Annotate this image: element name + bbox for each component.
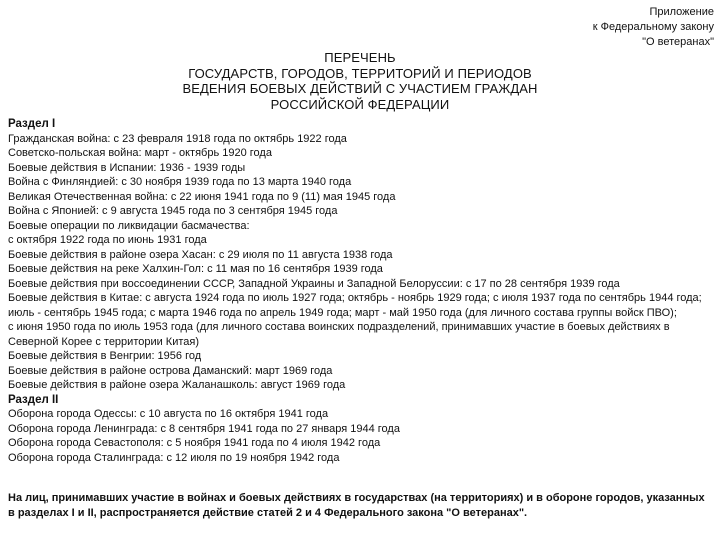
document-title [160, 50, 560, 112]
title-line: ВЕДЕНИЯ БОЕВЫХ ДЕЙСТВИЙ С УЧАСТИЕМ ГРАЖДАН [182, 81, 538, 96]
appendix-line: "О ветеранах" [642, 36, 714, 48]
appendix-line: Приложение [649, 6, 714, 18]
list-item: Боевые действия при воссоединении СССР, Западной Украины и Западной Белоруссии: с 17 по 28 сентября 1939 года [8, 277, 620, 290]
list-item: Боевые действия в Китае: с августа 1924 года по июль 1927 года; октябрь - ноябрь 1929 года; с июля 1937 года по сентябрь 1944 года; июль - сентябрь 1945 года; с марта 1946 года по апрель 1949 года; март - май 1950 года (для личного состава группы войск ПВО); [8, 292, 702, 319]
list-item: Боевые действия в Испании: 1936 - 1939 годы [8, 161, 246, 174]
list-item: Боевые действия в районе озера Жаланашколь: август 1969 года [8, 379, 346, 391]
list-item: Советско-польская война: март - октябрь 1920 года [8, 147, 272, 159]
list-item: Оборона города Сталинграда: с 12 июля по 19 ноября 1942 года [8, 451, 340, 464]
document-body [8, 117, 712, 465]
list-item: с июня 1950 года по июль 1953 года (для личного состава воинских подразделений, принимавших участие в боевых действиях в Северной Корее с территории Китая) [8, 321, 670, 348]
list-item: Оборона города Одессы: с 10 августа по 16 октября 1941 года [8, 408, 329, 420]
appendix-line: к Федеральному закону [592, 21, 714, 33]
list-item: Боевые действия на реке Халхин-Гол: с 11 мая по 16 сентября 1939 года [8, 263, 383, 275]
list-item: Великая Отечественная война: с 22 июня 1941 года по 9 (11) мая 1945 года [8, 190, 396, 203]
list-item: Боевые действия в районе острова Даманский: март 1969 года [8, 364, 333, 377]
list-item: Боевые операции по ликвидации басмачества: [8, 219, 250, 232]
list-item: Оборона города Севастополя: с 5 ноября 1941 года по 4 июля 1942 года [8, 437, 381, 449]
title-line: ПЕРЕЧЕНЬ [324, 50, 396, 65]
title-line: РОССИЙСКОЙ ФЕДЕРАЦИИ [270, 96, 450, 112]
list-item: Боевые действия в Венгрии: 1956 год [8, 350, 202, 362]
title-line: ГОСУДАРСТВ, ГОРОДОВ, ТЕРРИТОРИЙ И ПЕРИОДОВ [188, 65, 532, 81]
list-item: Война с Финляндией: с 30 ноября 1939 года по 13 марта 1940 года [8, 176, 352, 188]
appendix-note [593, 5, 714, 50]
list-item: Боевые действия в районе озера Хасан: с 29 июля по 11 августа 1938 года [8, 248, 393, 261]
list-item: Гражданская война: с 23 февраля 1918 года по октябрь 1922 года [8, 132, 347, 145]
list-item: Война с Японией: с 9 августа 1945 года по 3 сентября 1945 года [8, 205, 338, 217]
section-heading: Раздел II [8, 393, 59, 406]
section-heading: Раздел I [8, 118, 56, 130]
list-item: Оборона города Ленинграда: с 8 сентября 1941 года по 27 января 1944 года [8, 422, 400, 435]
list-item: с октября 1922 года по июнь 1931 года [8, 234, 207, 246]
footer-note: На лиц, принимавших участие в войнах и боевых действиях в государствах (на территориях) и в обороне городов, указанных в разделах I и II, распространяется действие статей 2 и 4 Федерального закона "О ветеранах". [8, 492, 705, 519]
